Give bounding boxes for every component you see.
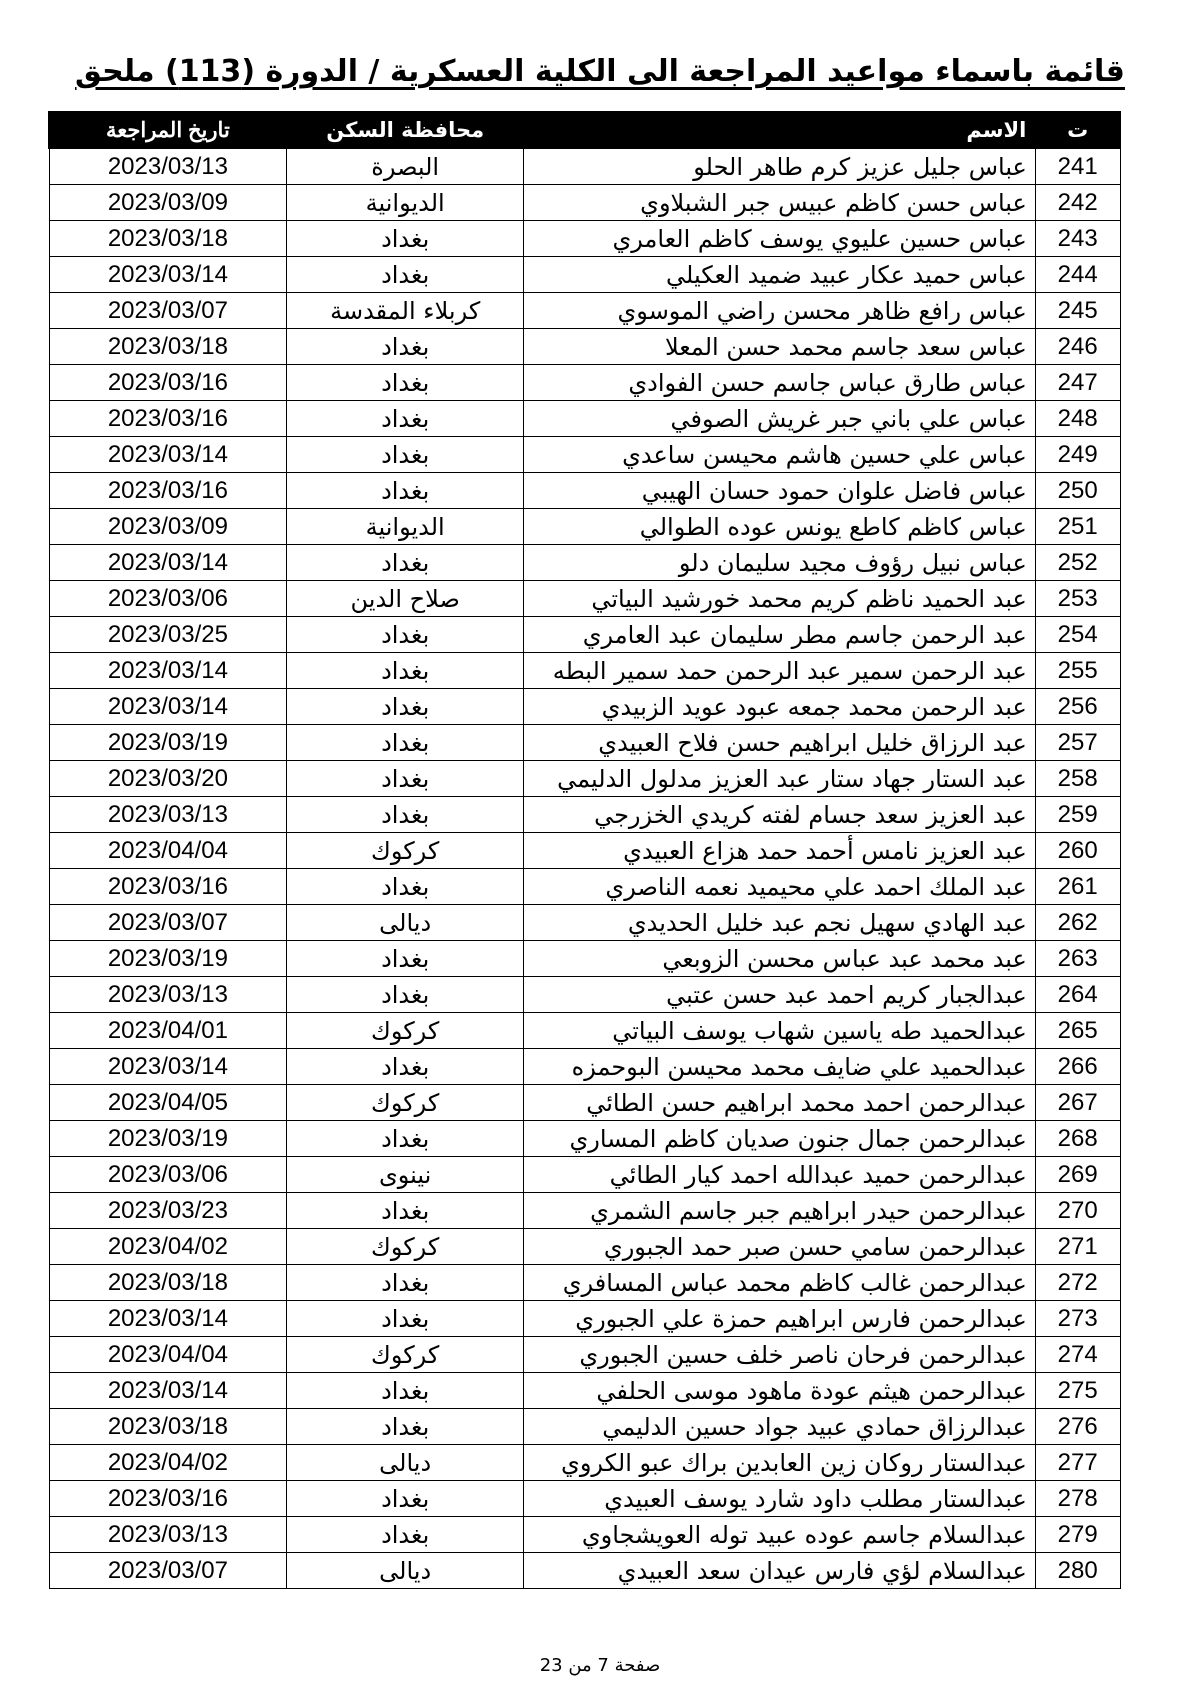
row-governorate: بغداد <box>287 653 524 689</box>
row-date: 2023/03/09 <box>49 185 287 221</box>
row-name: عباس حسن كاظم عبيس جبر الشبلاوي <box>524 185 1036 221</box>
row-date: 2023/04/04 <box>49 833 287 869</box>
row-name: عباس نبيل رؤوف مجيد سليمان دلو <box>524 545 1036 581</box>
row-date: 2023/04/01 <box>49 1013 287 1049</box>
row-seq: 244 <box>1035 257 1120 293</box>
row-name: عباس كاظم كاطع يونس عوده الطوالي <box>524 509 1036 545</box>
row-date: 2023/03/14 <box>49 1049 287 1085</box>
row-date: 2023/03/19 <box>49 941 287 977</box>
row-governorate: بغداد <box>287 797 524 833</box>
row-governorate: بغداد <box>287 725 524 761</box>
page-footer: صفحة 7 من 23 <box>539 1655 661 1676</box>
row-name: عبد الرحمن جاسم مطر سليمان عبد العامري <box>524 617 1036 653</box>
row-governorate: بغداد <box>287 689 524 725</box>
table-header-row <box>49 112 1120 148</box>
table-row <box>49 473 1120 509</box>
row-date: 2023/03/13 <box>49 1517 287 1553</box>
row-name: عبد الهادي سهيل نجم عبد خليل الحديدي <box>524 905 1036 941</box>
row-governorate: بغداد <box>287 545 524 581</box>
row-seq: 257 <box>1035 725 1120 761</box>
row-seq: 253 <box>1035 581 1120 617</box>
table-row <box>49 1481 1120 1517</box>
table-row <box>49 1157 1120 1193</box>
table-row <box>49 1409 1120 1445</box>
row-date: 2023/03/07 <box>49 1553 287 1589</box>
table-row <box>49 148 1120 185</box>
row-date: 2023/03/19 <box>49 1121 287 1157</box>
row-seq: 256 <box>1035 689 1120 725</box>
row-date: 2023/03/06 <box>49 581 287 617</box>
row-name: عباس علي حسين هاشم محيسن ساعدي <box>524 437 1036 473</box>
row-seq: 266 <box>1035 1049 1120 1085</box>
table-row <box>49 365 1120 401</box>
row-name: عبدالرحمن احمد محمد ابراهيم حسن الطائي <box>524 1085 1036 1121</box>
row-governorate: بغداد <box>287 473 524 509</box>
row-governorate: كركوك <box>287 1085 524 1121</box>
table-row <box>49 653 1120 689</box>
row-governorate: بغداد <box>287 1409 524 1445</box>
row-name: عبدالجبار كريم احمد عبد حسن عتبي <box>524 977 1036 1013</box>
table-row <box>49 1301 1120 1337</box>
row-date: 2023/04/04 <box>49 1337 287 1373</box>
row-date: 2023/03/18 <box>49 221 287 257</box>
row-governorate: كربلاء المقدسة <box>287 293 524 329</box>
row-date: 2023/04/05 <box>49 1085 287 1121</box>
table-row <box>49 1229 1120 1265</box>
row-governorate: بغداد <box>287 257 524 293</box>
row-seq: 278 <box>1035 1481 1120 1517</box>
table-row <box>49 509 1120 545</box>
header-governorate: محافظة السكن <box>287 112 524 148</box>
row-seq: 261 <box>1035 869 1120 905</box>
row-seq: 258 <box>1035 761 1120 797</box>
row-date: 2023/03/18 <box>49 1265 287 1301</box>
table-row <box>49 977 1120 1013</box>
table-row <box>49 833 1120 869</box>
table-row <box>49 1121 1120 1157</box>
row-name: عبدالسلام جاسم عوده عبيد توله العويشجاوي <box>524 1517 1036 1553</box>
row-governorate: بغداد <box>287 941 524 977</box>
table-row <box>49 293 1120 329</box>
row-governorate: ديالى <box>287 1445 524 1481</box>
page-title-text: قائمة باسماء مواعيد المراجعة الى الكلية العسكرية / الدورة (113) ملحق <box>75 54 1125 89</box>
row-name: عباس علي باني جبر غريش الصوفي <box>524 401 1036 437</box>
row-seq: 241 <box>1035 148 1120 185</box>
row-governorate: بغداد <box>287 1517 524 1553</box>
row-name: عبد الرحمن محمد جمعه عبود عويد الزبيدي <box>524 689 1036 725</box>
row-seq: 274 <box>1035 1337 1120 1373</box>
row-seq: 270 <box>1035 1193 1120 1229</box>
row-name: عبدالرحمن حميد عبدالله احمد كيار الطائي <box>524 1157 1036 1193</box>
row-date: 2023/03/14 <box>49 545 287 581</box>
row-seq: 262 <box>1035 905 1120 941</box>
row-date: 2023/04/02 <box>49 1445 287 1481</box>
row-seq: 250 <box>1035 473 1120 509</box>
row-seq: 271 <box>1035 1229 1120 1265</box>
table-row <box>49 905 1120 941</box>
row-seq: 246 <box>1035 329 1120 365</box>
row-name: عباس فاضل علوان حمود حسان الهيبي <box>524 473 1036 509</box>
table-row <box>49 689 1120 725</box>
table-row <box>49 545 1120 581</box>
row-seq: 254 <box>1035 617 1120 653</box>
row-date: 2023/03/09 <box>49 509 287 545</box>
row-seq: 277 <box>1035 1445 1120 1481</box>
row-seq: 251 <box>1035 509 1120 545</box>
table-row <box>49 401 1120 437</box>
row-seq: 259 <box>1035 797 1120 833</box>
table-row <box>49 437 1120 473</box>
row-governorate: ديالى <box>287 1553 524 1589</box>
row-date: 2023/03/20 <box>49 761 287 797</box>
table-row <box>49 1085 1120 1121</box>
row-date: 2023/03/25 <box>49 617 287 653</box>
row-governorate: نينوى <box>287 1157 524 1193</box>
row-seq: 280 <box>1035 1553 1120 1589</box>
row-seq: 273 <box>1035 1301 1120 1337</box>
header-date: تاريخ المراجعة <box>49 112 287 148</box>
row-name: عبد الملك احمد علي محيميد نعمه الناصري <box>524 869 1036 905</box>
row-date: 2023/03/14 <box>49 257 287 293</box>
header-name: الاسم <box>524 112 1036 148</box>
appointments-table <box>48 111 1121 1589</box>
row-governorate: بغداد <box>287 617 524 653</box>
row-governorate: بغداد <box>287 1265 524 1301</box>
row-governorate: بغداد <box>287 761 524 797</box>
table-row <box>49 725 1120 761</box>
row-name: عبدالرحمن سامي حسن صبر حمد الجبوري <box>524 1229 1036 1265</box>
table-row <box>49 1049 1120 1085</box>
row-seq: 248 <box>1035 401 1120 437</box>
row-seq: 252 <box>1035 545 1120 581</box>
row-governorate: بغداد <box>287 1049 524 1085</box>
table-row <box>49 257 1120 293</box>
row-seq: 265 <box>1035 1013 1120 1049</box>
row-governorate: الديوانية <box>287 185 524 221</box>
row-seq: 272 <box>1035 1265 1120 1301</box>
row-date: 2023/03/16 <box>49 869 287 905</box>
row-governorate: كركوك <box>287 833 524 869</box>
row-date: 2023/03/16 <box>49 1481 287 1517</box>
row-name: عباس سعد جاسم محمد حسن المعلا <box>524 329 1036 365</box>
table-row <box>49 761 1120 797</box>
table-row <box>49 617 1120 653</box>
row-governorate: كركوك <box>287 1337 524 1373</box>
row-date: 2023/03/18 <box>49 329 287 365</box>
table-row <box>49 1265 1120 1301</box>
row-date: 2023/03/14 <box>49 653 287 689</box>
row-name: عبدالحميد طه ياسين شهاب يوسف البياتي <box>524 1013 1036 1049</box>
row-name: عبدالستار مطلب داود شارد يوسف العبيدي <box>524 1481 1036 1517</box>
row-date: 2023/03/14 <box>49 1373 287 1409</box>
row-seq: 245 <box>1035 293 1120 329</box>
row-seq: 267 <box>1035 1085 1120 1121</box>
row-seq: 268 <box>1035 1121 1120 1157</box>
row-seq: 263 <box>1035 941 1120 977</box>
row-name: عباس حسين عليوي يوسف كاظم العامري <box>524 221 1036 257</box>
row-date: 2023/03/19 <box>49 725 287 761</box>
row-date: 2023/03/06 <box>49 1157 287 1193</box>
table-row <box>49 1013 1120 1049</box>
row-governorate: بغداد <box>287 437 524 473</box>
row-date: 2023/03/16 <box>49 473 287 509</box>
row-name: عبدالرحمن فرحان ناصر خلف حسين الجبوري <box>524 1337 1036 1373</box>
row-name: عبد الرحمن سمير عبد الرحمن حمد سمير البطه <box>524 653 1036 689</box>
table-row <box>49 1445 1120 1481</box>
row-governorate: بغداد <box>287 1121 524 1157</box>
row-governorate: بغداد <box>287 1193 524 1229</box>
row-date: 2023/03/16 <box>49 401 287 437</box>
row-date: 2023/04/02 <box>49 1229 287 1265</box>
row-seq: 276 <box>1035 1409 1120 1445</box>
row-seq: 249 <box>1035 437 1120 473</box>
row-seq: 255 <box>1035 653 1120 689</box>
row-date: 2023/03/14 <box>49 437 287 473</box>
row-governorate: بغداد <box>287 221 524 257</box>
table-row <box>49 941 1120 977</box>
row-name: عباس حميد عكار عبيد ضميد العكيلي <box>524 257 1036 293</box>
row-governorate: البصرة <box>287 148 524 185</box>
row-date: 2023/03/13 <box>49 797 287 833</box>
table-row <box>49 1553 1120 1589</box>
row-name: عباس رافع ظاهر محسن راضي الموسوي <box>524 293 1036 329</box>
table-row <box>49 1373 1120 1409</box>
row-name: عبدالرحمن فارس ابراهيم حمزة علي الجبوري <box>524 1301 1036 1337</box>
row-seq: 279 <box>1035 1517 1120 1553</box>
row-governorate: كركوك <box>287 1013 524 1049</box>
row-name: عبدالرحمن غالب كاظم محمد عباس المسافري <box>524 1265 1036 1301</box>
row-seq: 260 <box>1035 833 1120 869</box>
row-name: عبد الحميد ناظم كريم محمد خورشيد البياتي <box>524 581 1036 617</box>
row-name: عبد الرزاق خليل ابراهيم حسن فلاح العبيدي <box>524 725 1036 761</box>
row-date: 2023/03/14 <box>49 1301 287 1337</box>
row-name: عبدالحميد علي ضايف محمد محيسن البوحمزه <box>524 1049 1036 1085</box>
table-body <box>49 148 1120 1589</box>
row-governorate: ديالى <box>287 905 524 941</box>
row-name: عبدالرحمن هيثم عودة ماهود موسى الحلفي <box>524 1373 1036 1409</box>
row-governorate: بغداد <box>287 401 524 437</box>
row-name: عبدالسلام لؤي فارس عيدان سعد العبيدي <box>524 1553 1036 1589</box>
row-governorate: كركوك <box>287 1229 524 1265</box>
row-date: 2023/03/13 <box>49 148 287 185</box>
table-row <box>49 1517 1120 1553</box>
table-row <box>49 797 1120 833</box>
page-title <box>60 50 1140 94</box>
row-governorate: الديوانية <box>287 509 524 545</box>
table-row <box>49 1193 1120 1229</box>
row-seq: 243 <box>1035 221 1120 257</box>
row-name: عبد العزيز نامس أحمد حمد هزاع العبيدي <box>524 833 1036 869</box>
row-name: عبدالرحمن جمال جنون صديان كاظم المساري <box>524 1121 1036 1157</box>
row-seq: 264 <box>1035 977 1120 1013</box>
row-governorate: بغداد <box>287 1301 524 1337</box>
row-date: 2023/03/14 <box>49 689 287 725</box>
row-seq: 242 <box>1035 185 1120 221</box>
row-governorate: بغداد <box>287 869 524 905</box>
row-name: عبدالرحمن حيدر ابراهيم جبر جاسم الشمري <box>524 1193 1036 1229</box>
row-date: 2023/03/23 <box>49 1193 287 1229</box>
row-date: 2023/03/18 <box>49 1409 287 1445</box>
row-name: عبد الستار جهاد ستار عبد العزيز مدلول الدليمي <box>524 761 1036 797</box>
row-name: عباس جليل عزيز كرم طاهر الحلو <box>524 148 1036 185</box>
row-seq: 247 <box>1035 365 1120 401</box>
header-seq: ت <box>1035 112 1120 148</box>
row-governorate: صلاح الدين <box>287 581 524 617</box>
row-governorate: بغداد <box>287 1373 524 1409</box>
table-row <box>49 329 1120 365</box>
table-row <box>49 185 1120 221</box>
row-name: عبد محمد عبد عباس محسن الزوبعي <box>524 941 1036 977</box>
row-governorate: بغداد <box>287 365 524 401</box>
row-date: 2023/03/07 <box>49 905 287 941</box>
row-seq: 275 <box>1035 1373 1120 1409</box>
table-row <box>49 581 1120 617</box>
row-name: عباس طارق عباس جاسم حسن الفوادي <box>524 365 1036 401</box>
table-row <box>49 869 1120 905</box>
table-row <box>49 1337 1120 1373</box>
row-date: 2023/03/07 <box>49 293 287 329</box>
row-governorate: بغداد <box>287 977 524 1013</box>
row-name: عبدالرزاق حمادي عبيد جواد حسين الدليمي <box>524 1409 1036 1445</box>
row-date: 2023/03/16 <box>49 365 287 401</box>
row-name: عبد العزيز سعد جسام لفته كريدي الخزرجي <box>524 797 1036 833</box>
table-row <box>49 221 1120 257</box>
row-seq: 269 <box>1035 1157 1120 1193</box>
row-governorate: بغداد <box>287 1481 524 1517</box>
row-governorate: بغداد <box>287 329 524 365</box>
row-date: 2023/03/13 <box>49 977 287 1013</box>
row-name: عبدالستار روكان زين العابدين براك عبو الكروي <box>524 1445 1036 1481</box>
